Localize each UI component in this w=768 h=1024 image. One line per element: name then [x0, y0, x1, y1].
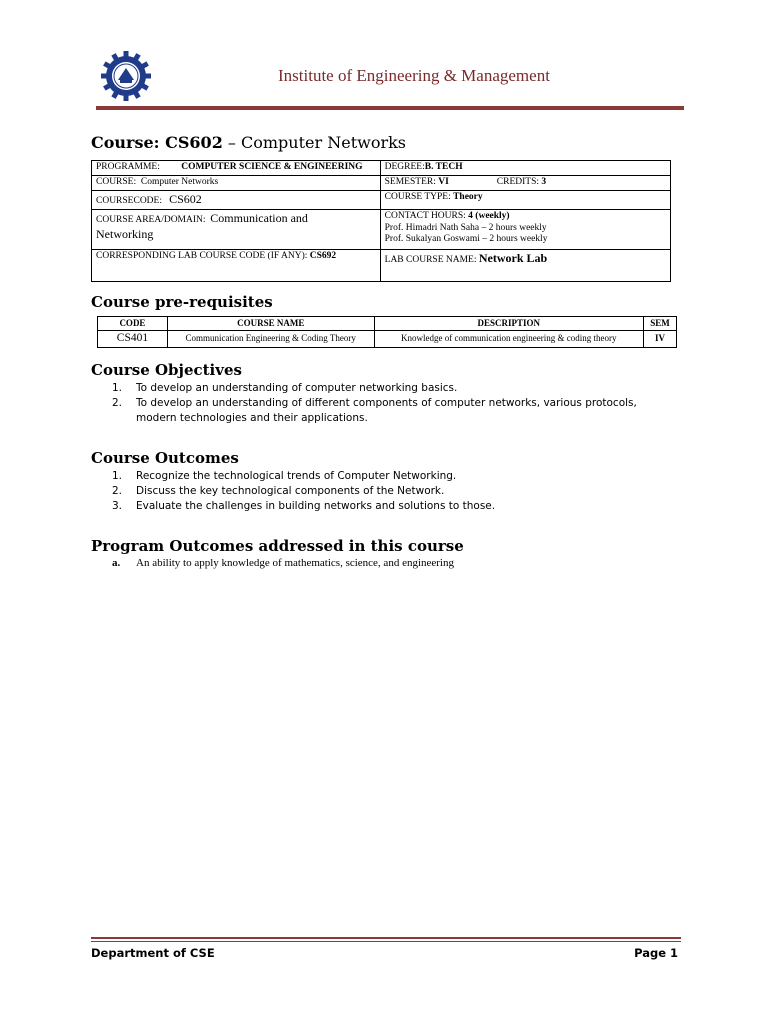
- coursecode-label: COURSECODE:: [96, 195, 162, 206]
- course-type-cell: [380, 190, 670, 209]
- list-text: To develop an understanding of computer networking basics.: [136, 382, 458, 394]
- lab-code-label: CORRESPONDING LAB COURSE CODE (IF ANY):: [96, 250, 308, 261]
- list-item: [112, 484, 495, 499]
- course-info-table: [91, 160, 671, 282]
- course-type-value: Theory: [453, 191, 483, 202]
- footer-rule: [91, 937, 681, 939]
- page-number: Page 1: [634, 946, 678, 960]
- list-text: Recognize the technological trends of Computer Networking.: [136, 470, 457, 482]
- course-name-title: – Computer Networks: [222, 133, 407, 152]
- contact-cell: [380, 209, 670, 249]
- prof-2-name: Prof. Sukalyan Goswami: [384, 234, 480, 245]
- course-cell: [92, 175, 381, 190]
- lab-name-cell: [380, 249, 670, 281]
- area-value-line1: Communication and: [210, 210, 308, 225]
- list-item: [112, 381, 637, 396]
- list-item: [112, 469, 495, 484]
- list-item: [112, 396, 637, 426]
- gear-emblem-icon: [100, 50, 152, 102]
- prereq-header-name: COURSE NAME: [167, 317, 374, 331]
- list-item: [112, 499, 495, 514]
- prof-1-name: Prof. Himadri Nath Saha: [384, 222, 480, 233]
- list-number: 2.: [112, 397, 123, 409]
- programme-value: COMPUTER SCIENCE & ENGINEERING: [181, 162, 363, 172]
- program-outcomes-heading: Program Outcomes addressed in this course: [91, 537, 464, 555]
- coursecode-value: CS602: [169, 191, 202, 206]
- page-title: [91, 133, 406, 152]
- objectives-heading: Course Objectives: [91, 361, 242, 379]
- course-label: COURSE:: [96, 176, 137, 187]
- outcomes-heading: Course Outcomes: [91, 449, 239, 467]
- prereq-header-code: CODE: [98, 317, 168, 331]
- semester-value: VI: [438, 176, 449, 187]
- area-value-line2: Networking: [96, 226, 154, 241]
- outcomes-list: [112, 469, 495, 514]
- programme-cell: [92, 161, 381, 176]
- footer-rule-thin: [91, 941, 681, 942]
- credits-value: 3: [541, 176, 547, 187]
- list-text-continued: modern technologies and their applications.: [136, 412, 368, 424]
- list-number: 2.: [112, 485, 123, 497]
- prereq-table: [97, 316, 677, 348]
- lab-name-label: LAB COURSE NAME:: [384, 254, 477, 265]
- degree-value: B. TECH: [424, 162, 463, 172]
- prereq-code: CS401: [98, 330, 168, 347]
- list-item: [112, 556, 454, 571]
- contact-label: CONTACT HOURS:: [384, 210, 466, 221]
- area-cell: [92, 209, 381, 249]
- prereq-header-sem: SEM: [643, 317, 676, 331]
- list-number: 3.: [112, 500, 123, 512]
- page-header: [100, 44, 690, 110]
- course-type-label: COURSE TYPE:: [384, 191, 451, 202]
- prereq-heading: Course pre-requisites: [91, 293, 273, 311]
- course-code-title: Course: CS602: [91, 133, 223, 152]
- degree-cell: [380, 161, 670, 176]
- table-row: [98, 330, 677, 347]
- course-value: Computer Networks: [140, 176, 219, 187]
- area-label: COURSE AREA/DOMAIN:: [96, 214, 206, 225]
- lab-code-value: CS692: [309, 250, 337, 261]
- lab-name-value: Network Lab: [478, 250, 548, 265]
- credits-label: CREDITS:: [496, 176, 540, 187]
- list-text: Evaluate the challenges in building networks and solutions to those.: [136, 500, 496, 512]
- prereq-description: Knowledge of communication engineering & coding theory: [374, 330, 643, 347]
- objectives-list: [112, 381, 637, 426]
- department-label: Department of CSE: [91, 946, 215, 960]
- coursecode-cell: [92, 190, 381, 209]
- semester-label: SEMESTER:: [384, 176, 436, 187]
- programme-label: PROGRAMME:: [96, 162, 160, 172]
- header-rule: [96, 106, 684, 110]
- list-text: To develop an understanding of different components of computer networks, various protocols,: [136, 397, 637, 409]
- list-text: Discuss the key technological components of the Network.: [136, 485, 445, 497]
- list-number: 1.: [112, 382, 123, 394]
- list-letter: a.: [112, 557, 121, 569]
- lab-code-cell: [92, 249, 381, 281]
- program-outcomes-list: [112, 556, 454, 571]
- list-number: 1.: [112, 470, 123, 482]
- prof-1-hours: – 2 hours weekly: [479, 222, 547, 233]
- list-text: An ability to apply knowledge of mathematics, science, and engineering: [136, 557, 454, 569]
- degree-label: DEGREE:: [384, 162, 425, 172]
- institute-name: Institute of Engineering & Management: [278, 66, 550, 85]
- prereq-sem: IV: [643, 330, 676, 347]
- prereq-header-description: DESCRIPTION: [374, 317, 643, 331]
- prereq-course-name: Communication Engineering & Coding Theory: [167, 330, 374, 347]
- semester-cell: [380, 175, 670, 190]
- prof-2-hours: – 2 hours weekly: [479, 234, 548, 245]
- contact-value: 4 (weekly): [468, 210, 510, 221]
